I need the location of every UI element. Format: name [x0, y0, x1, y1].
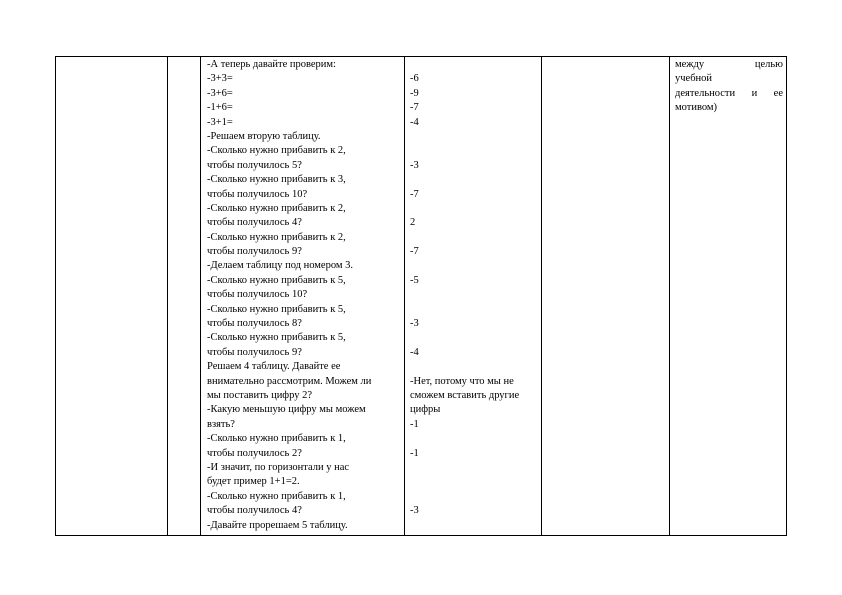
- teacher-line: взять?: [207, 418, 235, 430]
- student-activity-column: [410, 58, 519, 533]
- teacher-line: -Сколько нужно прибавить к 2,: [207, 231, 346, 243]
- notes-word: целью: [754, 59, 783, 70]
- notes-word: мотивом): [675, 102, 718, 114]
- teacher-line: чтобы получилось 10?: [207, 188, 308, 200]
- teacher-line: -3+3=: [207, 73, 233, 85]
- column-border: [200, 56, 201, 536]
- teacher-line: чтобы получилось 9?: [207, 246, 302, 258]
- teacher-line: чтобы получилось 4?: [207, 505, 302, 517]
- student-line: [410, 58, 519, 72]
- student-line: [410, 331, 519, 345]
- student-line: -4: [410, 116, 419, 128]
- notes-word: и: [751, 87, 758, 99]
- student-line: -7: [410, 246, 419, 258]
- student-line: [410, 130, 519, 144]
- column-border: [669, 56, 670, 536]
- teacher-line: Решаем 4 таблицу. Давайте ее: [207, 361, 341, 373]
- teacher-line: -Сколько нужно прибавить к 5,: [207, 303, 346, 315]
- column-border: [404, 56, 405, 536]
- teacher-line: -Делаем таблицу под номером 3.: [207, 260, 354, 272]
- student-line: -7: [410, 188, 419, 200]
- student-line: [410, 231, 519, 245]
- student-line: -3: [410, 159, 419, 171]
- teacher-line: чтобы получилось 10?: [207, 289, 308, 301]
- notes-line: [675, 72, 783, 86]
- teacher-line: -3+1=: [207, 116, 233, 128]
- teacher-line: -А теперь давайте проверим:: [207, 59, 336, 70]
- teacher-line: -Сколько нужно прибавить к 1,: [207, 490, 346, 502]
- column-border: [786, 56, 787, 536]
- student-line: 2: [410, 217, 416, 229]
- notes-line: [675, 101, 783, 115]
- teacher-activity-column: [207, 58, 371, 533]
- notes-column: [675, 58, 783, 116]
- student-line: -9: [410, 87, 419, 99]
- teacher-line: чтобы получилось 9?: [207, 346, 302, 358]
- teacher-line: -Сколько нужно прибавить к 1,: [207, 433, 346, 445]
- notes-word: деятельности: [675, 87, 736, 99]
- student-line: [410, 144, 519, 158]
- student-line: сможем вставить другие: [410, 389, 520, 401]
- teacher-line: будет пример 1+1=2.: [207, 476, 300, 488]
- student-line: [410, 173, 519, 187]
- student-line: -3: [410, 318, 419, 330]
- teacher-line: внимательно рассмотрим. Можем ли: [207, 375, 372, 387]
- teacher-line: -3+6=: [207, 87, 233, 99]
- column-border: [541, 56, 542, 536]
- student-line: -7: [410, 102, 419, 114]
- teacher-line: -1+6=: [207, 102, 233, 114]
- teacher-line: -Решаем вторую таблицу.: [207, 130, 321, 142]
- teacher-line: -Сколько нужно прибавить к 2,: [207, 145, 346, 157]
- teacher-line: -Какую меньшую цифру мы можем: [207, 404, 366, 416]
- teacher-line: -Сколько нужно прибавить к 5,: [207, 274, 346, 286]
- student-line: -6: [410, 73, 419, 85]
- teacher-line: чтобы получилось 2?: [207, 447, 302, 459]
- notes-line: [675, 87, 783, 101]
- column-border: [55, 56, 56, 536]
- table-bottom-border: [55, 535, 787, 536]
- student-line: [410, 490, 519, 504]
- student-line: -Нет, потому что мы не: [410, 375, 514, 387]
- notes-word: учебной: [675, 73, 713, 85]
- notes-word: ее: [773, 87, 783, 99]
- student-line: [410, 288, 519, 302]
- teacher-line: -Сколько нужно прибавить к 3,: [207, 174, 346, 186]
- student-line: [410, 303, 519, 317]
- teacher-line: -Давайте прорешаем 5 таблицу.: [207, 519, 348, 531]
- student-line: -3: [410, 505, 419, 517]
- student-line: -4: [410, 346, 419, 358]
- table-top-border: [55, 56, 787, 57]
- notes-word: между: [675, 59, 705, 70]
- student-line: [410, 475, 519, 489]
- student-line: [410, 259, 519, 273]
- teacher-line: -Сколько нужно прибавить к 5,: [207, 332, 346, 344]
- teacher-line: -И значит, по горизонтали у нас: [207, 461, 350, 473]
- student-line: -1: [410, 418, 419, 430]
- teacher-line: мы поставить цифру 2?: [207, 389, 313, 401]
- student-line: -5: [410, 274, 419, 286]
- student-line: [410, 519, 519, 533]
- teacher-line: чтобы получилось 8?: [207, 318, 302, 330]
- column-border: [167, 56, 168, 536]
- teacher-line: чтобы получилось 5?: [207, 159, 302, 171]
- student-line: [410, 202, 519, 216]
- student-line: [410, 461, 519, 475]
- student-line: [410, 360, 519, 374]
- teacher-line: чтобы получилось 4?: [207, 217, 302, 229]
- student-line: [410, 432, 519, 446]
- student-line: цифры: [410, 404, 441, 416]
- teacher-line: -Сколько нужно прибавить к 2,: [207, 202, 346, 214]
- lesson-table: [55, 56, 787, 536]
- notes-line: [675, 58, 783, 72]
- student-line: -1: [410, 447, 419, 459]
